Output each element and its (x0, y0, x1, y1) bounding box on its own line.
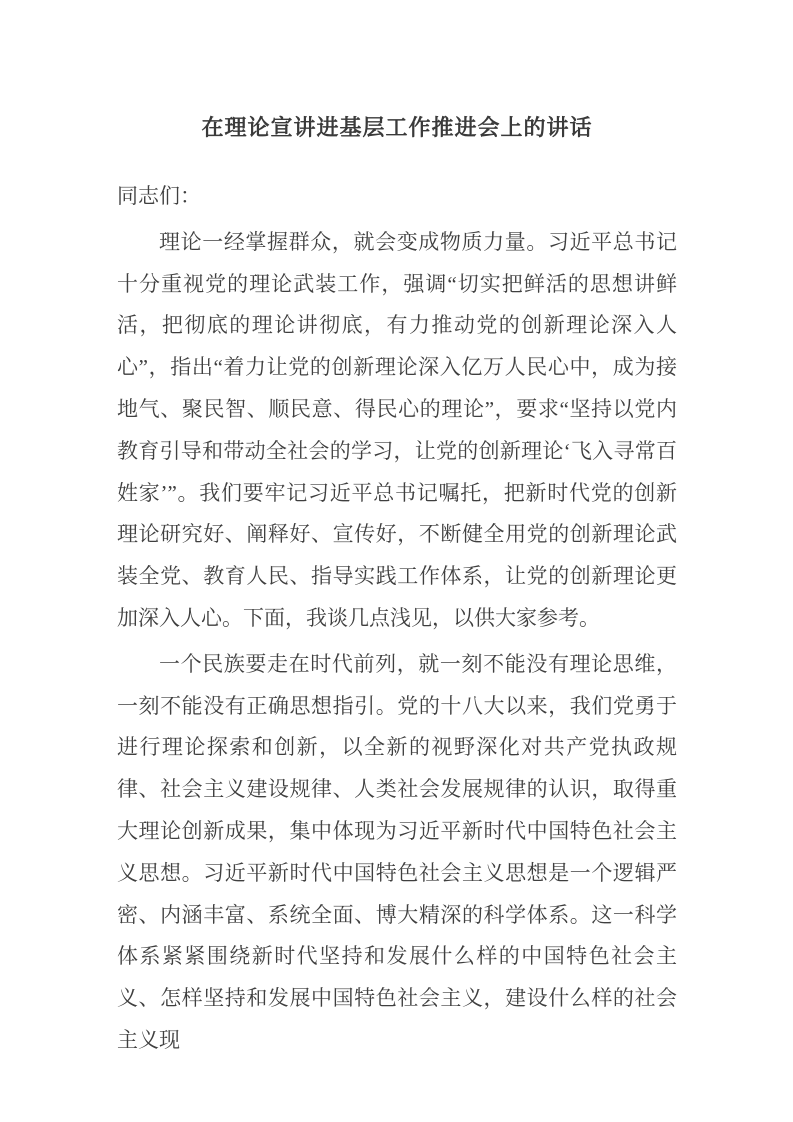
salutation-line: 同志们： (117, 184, 201, 208)
body-paragraph-2: 一个民族要走在时代前列，就一刻不能没有理论思维，一刻不能没有正确思想指引。党的十八大以来，我们党勇于进行理论探索和创新，以全新的视野深化对共产党执政规律、社会主义建设规律、人类社会发展规律的认识，取得重大理论创新成果，集中体现为习近平新时代中国特色社会主义思想。习近平新时代中国特色社会主义思想是一个逻辑严密、内涵丰富、系统全面、博大精深的科学体系。这一科学体系紧紧围绕新时代坚持和发展什么样的中国特色社会主义、怎样坚持和发展中国特色社会主义，建设什么样的社会主义现 (117, 651, 677, 1052)
document-title: 在理论宣讲进基层工作推进会上的讲话 (201, 115, 593, 140)
body-paragraph-1: 理论一经掌握群众，就会变成物质力量。习近平总书记十分重视党的理论武装工作，强调“切实把鲜活的思想讲鲜活，把彻底的理论讲彻底，有力推动党的创新理论深入人心”，指出“着力让党的创新理论深入亿万人民心中，成为接地气、聚民智、顺民意、得民心的理论”，要求“坚持以党内教育引导和带动全社会的学习，让党的创新理论‘飞入寻常百姓家’”。我们要牢记习近平总书记嘱托，把新时代党的创新理论研究好、阐释好、宣传好，不断健全用党的创新理论武装全党、教育人民、指导实践工作体系，让党的创新理论更加深入人心。下面，我谈几点浅见，以供大家参考。 (117, 229, 677, 630)
